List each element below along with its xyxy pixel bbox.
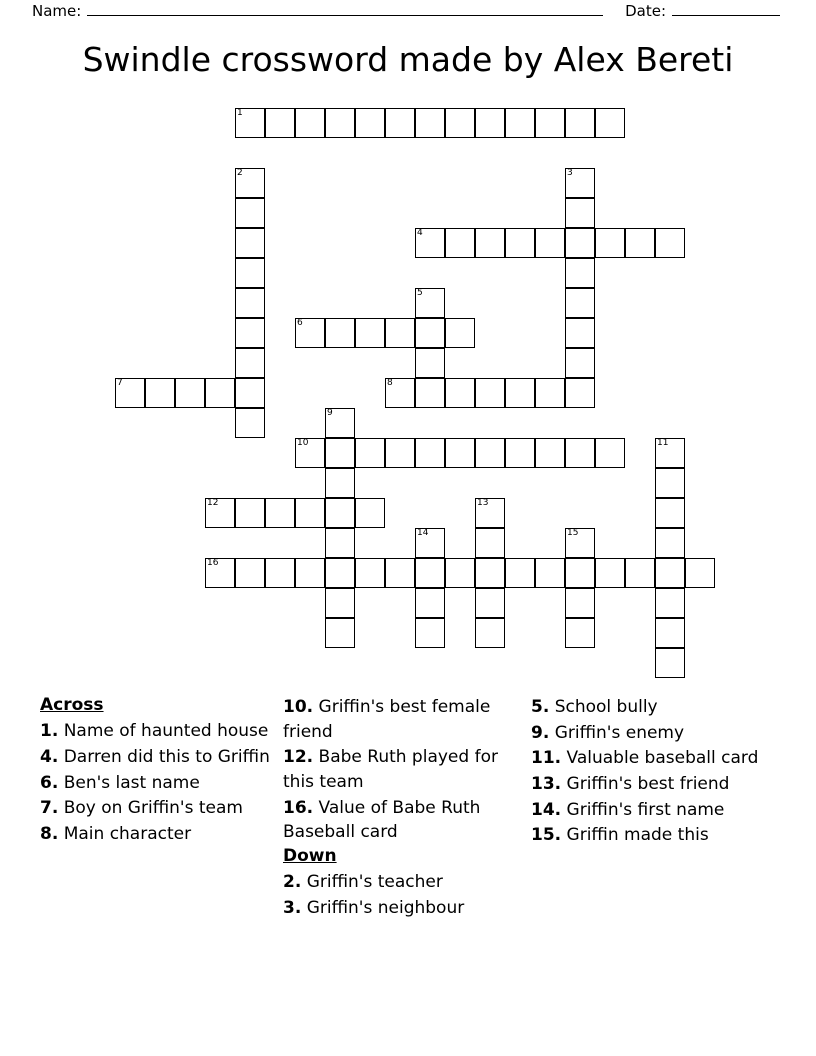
clue-number: 10. (283, 697, 314, 717)
grid-cell-number: 2 (237, 168, 243, 178)
grid-cell[interactable] (355, 318, 385, 348)
clue-text: Griffin's neighbour (306, 897, 465, 918)
grid-cell[interactable] (415, 318, 445, 348)
clue-text: Value of Babe Ruth Baseball card (283, 797, 481, 843)
clue-number: 15. (531, 825, 562, 846)
clue-across-1 (40, 719, 275, 744)
clue-across-8 (40, 822, 275, 847)
grid-cell-number: 6 (297, 318, 303, 328)
clue-number: 1. (40, 721, 59, 742)
grid-cell[interactable] (355, 108, 385, 138)
clue-down-15 (531, 823, 772, 848)
grid-cell[interactable] (415, 438, 445, 468)
clue-across-10 (283, 695, 523, 744)
grid-cell[interactable] (355, 558, 385, 588)
clue-number: 5. (531, 697, 550, 717)
grid-cell[interactable] (205, 378, 235, 408)
grid-cell[interactable] (625, 558, 655, 588)
clue-across-7 (40, 796, 275, 821)
clues-column-3 (531, 695, 780, 921)
grid-cell[interactable] (445, 108, 475, 138)
clue-down-5 (531, 695, 772, 720)
clue-number: 9. (531, 722, 550, 743)
grid-cell[interactable] (205, 498, 235, 528)
clue-text: Griffin's best friend (566, 773, 730, 794)
grid-cell[interactable] (355, 498, 385, 528)
grid-cell[interactable] (475, 228, 505, 258)
grid-cell[interactable] (115, 378, 145, 408)
clue-across-4 (40, 745, 275, 770)
grid-cell[interactable] (655, 438, 685, 468)
clue-text: Griffin's enemy (554, 722, 685, 743)
clue-number: 11. (531, 748, 562, 769)
grid-cell-number: 14 (417, 528, 429, 538)
grid-cell[interactable] (265, 558, 295, 588)
grid-cell[interactable] (325, 618, 355, 648)
grid-cell[interactable] (415, 588, 445, 618)
across-heading: Across (40, 695, 104, 715)
grid-cell[interactable] (235, 288, 265, 318)
grid-cell[interactable] (505, 378, 535, 408)
grid-cell[interactable] (565, 378, 595, 408)
grid-cell[interactable] (655, 468, 685, 498)
grid-cell-number: 8 (387, 378, 393, 388)
grid-cell-number: 7 (117, 378, 123, 388)
grid-cell[interactable] (295, 318, 325, 348)
grid-cell[interactable] (655, 528, 685, 558)
grid-cell[interactable] (565, 228, 595, 258)
grid-cell[interactable] (205, 558, 235, 588)
grid-cell[interactable] (685, 558, 715, 588)
grid-cell[interactable] (565, 348, 595, 378)
down-heading: Down (283, 845, 337, 866)
grid-cell[interactable] (625, 228, 655, 258)
grid-cell[interactable] (385, 318, 415, 348)
grid-cell-number: 13 (477, 498, 489, 508)
name-write-line (87, 14, 603, 16)
grid-cell[interactable] (385, 378, 415, 408)
grid-cell[interactable] (235, 168, 265, 198)
date-write-line (672, 14, 780, 16)
clue-across-16 (283, 796, 523, 845)
grid-cell[interactable] (235, 228, 265, 258)
clue-down-9 (531, 721, 772, 746)
grid-cell[interactable] (505, 228, 535, 258)
clue-down-14 (531, 798, 772, 823)
grid-cell[interactable] (475, 378, 505, 408)
grid-cell[interactable] (565, 168, 595, 198)
clue-number: 7. (40, 798, 59, 819)
clue-down-11 (531, 746, 772, 771)
grid-cell[interactable] (415, 378, 445, 408)
grid-cell[interactable] (595, 108, 625, 138)
grid-cell[interactable] (235, 318, 265, 348)
grid-cell[interactable] (355, 438, 385, 468)
grid-cell[interactable] (325, 468, 355, 498)
grid-cell-number: 15 (567, 528, 579, 538)
grid-cell[interactable] (235, 348, 265, 378)
grid-cell[interactable] (505, 558, 535, 588)
clue-text: Griffin made this (566, 825, 709, 846)
grid-cell-number: 11 (657, 438, 669, 448)
grid-cell[interactable] (655, 498, 685, 528)
grid-cell[interactable] (325, 438, 355, 468)
grid-cell[interactable] (235, 108, 265, 138)
grid-cell[interactable] (565, 558, 595, 588)
clue-text: Darren did this to Griffin (63, 746, 270, 767)
date-label: Date: (625, 2, 666, 20)
grid-cell[interactable] (655, 648, 685, 678)
grid-cell-number: 10 (297, 438, 309, 448)
grid-cell[interactable] (655, 618, 685, 648)
clue-down-13 (531, 772, 772, 797)
grid-cell[interactable] (415, 288, 445, 318)
clue-down-2 (283, 870, 523, 895)
clue-across-12 (283, 745, 523, 794)
grid-cell[interactable] (475, 558, 505, 588)
grid-cell[interactable] (655, 228, 685, 258)
grid-cell[interactable] (595, 558, 625, 588)
grid-cell[interactable] (445, 318, 475, 348)
grid-cell[interactable] (235, 378, 265, 408)
grid-cell[interactable] (265, 498, 295, 528)
grid-cell[interactable] (475, 438, 505, 468)
grid-cell[interactable] (475, 528, 505, 558)
clue-number: 2. (283, 872, 302, 893)
clue-text: Name of haunted house (63, 721, 269, 742)
grid-cell[interactable] (295, 498, 325, 528)
name-date-header (32, 2, 784, 20)
grid-cell[interactable] (415, 558, 445, 588)
grid-cell[interactable] (235, 258, 265, 288)
grid-cell[interactable] (505, 108, 535, 138)
grid-cell[interactable] (445, 378, 475, 408)
grid-cell[interactable] (565, 438, 595, 468)
crossword-grid[interactable] (0, 108, 816, 678)
grid-cell[interactable] (235, 498, 265, 528)
clues-area (40, 695, 780, 921)
grid-cell-number: 16 (207, 558, 219, 568)
clue-text: Ben's last name (63, 772, 200, 793)
grid-cell[interactable] (145, 378, 175, 408)
clues-column-2 (283, 695, 531, 921)
grid-cell[interactable] (385, 558, 415, 588)
grid-cell[interactable] (475, 498, 505, 528)
grid-cell[interactable] (565, 258, 595, 288)
grid-cell[interactable] (325, 528, 355, 558)
grid-cell[interactable] (325, 408, 355, 438)
grid-cell[interactable] (325, 588, 355, 618)
grid-cell[interactable] (415, 618, 445, 648)
clue-text: Valuable baseball card (566, 748, 759, 769)
grid-cell[interactable] (565, 588, 595, 618)
clue-number: 16. (283, 797, 314, 818)
grid-cell[interactable] (415, 228, 445, 258)
grid-cell[interactable] (445, 558, 475, 588)
grid-cell[interactable] (505, 438, 535, 468)
grid-cell[interactable] (235, 408, 265, 438)
grid-cell[interactable] (175, 378, 205, 408)
grid-cell[interactable] (475, 618, 505, 648)
grid-cell[interactable] (475, 588, 505, 618)
grid-cell[interactable] (325, 558, 355, 588)
clue-text: Boy on Griffin's team (63, 798, 243, 819)
clue-number: 13. (531, 773, 562, 794)
grid-cell[interactable] (415, 108, 445, 138)
grid-cell[interactable] (565, 108, 595, 138)
clue-text: Babe Ruth played for this team (283, 747, 498, 792)
clue-text: Griffin's best female friend (283, 697, 491, 742)
grid-cell[interactable] (565, 318, 595, 348)
grid-cell[interactable] (325, 108, 355, 138)
clue-text: School bully (554, 697, 658, 717)
grid-cell[interactable] (475, 108, 505, 138)
grid-cell[interactable] (385, 438, 415, 468)
grid-cell[interactable] (595, 228, 625, 258)
clue-text: Griffin's first name (566, 799, 725, 820)
grid-cell[interactable] (295, 558, 325, 588)
clue-number: 8. (40, 823, 59, 844)
grid-cell[interactable] (535, 558, 565, 588)
clue-text: Main character (63, 823, 192, 844)
grid-cell-number: 5 (417, 288, 423, 298)
clue-number: 14. (531, 799, 562, 820)
clue-text: Griffin's teacher (306, 872, 443, 893)
grid-cell[interactable] (595, 438, 625, 468)
grid-cell[interactable] (535, 108, 565, 138)
grid-cell-number: 12 (207, 498, 219, 508)
grid-cell[interactable] (415, 348, 445, 378)
grid-cell[interactable] (235, 198, 265, 228)
clue-number: 12. (283, 747, 314, 768)
grid-cell[interactable] (445, 438, 475, 468)
clues-column-1 (40, 695, 283, 921)
grid-cell[interactable] (565, 198, 595, 228)
grid-cell[interactable] (655, 558, 685, 588)
grid-cell[interactable] (565, 288, 595, 318)
grid-cell[interactable] (565, 618, 595, 648)
grid-cell-number: 9 (327, 408, 333, 418)
name-label: Name: (32, 2, 82, 20)
grid-cell[interactable] (445, 228, 475, 258)
grid-cell[interactable] (565, 528, 595, 558)
grid-cell[interactable] (655, 588, 685, 618)
grid-cell-number: 4 (417, 228, 423, 238)
grid-cell[interactable] (235, 558, 265, 588)
grid-cell[interactable] (325, 498, 355, 528)
grid-cell[interactable] (535, 438, 565, 468)
clue-down-3 (283, 896, 523, 921)
clue-number: 3. (283, 897, 302, 918)
grid-cell[interactable] (295, 438, 325, 468)
grid-cell[interactable] (295, 108, 325, 138)
grid-cell[interactable] (535, 228, 565, 258)
grid-cell-number: 1 (237, 108, 243, 118)
grid-cell[interactable] (535, 378, 565, 408)
grid-cell[interactable] (325, 318, 355, 348)
clue-across-6 (40, 771, 275, 796)
grid-cell[interactable] (415, 528, 445, 558)
grid-cell-number: 3 (567, 168, 573, 178)
page-title: Swindle crossword made by Alex Bereti (82, 40, 734, 79)
grid-cell[interactable] (385, 108, 415, 138)
grid-cell[interactable] (265, 108, 295, 138)
clue-number: 6. (40, 772, 59, 793)
clue-number: 4. (40, 746, 59, 767)
